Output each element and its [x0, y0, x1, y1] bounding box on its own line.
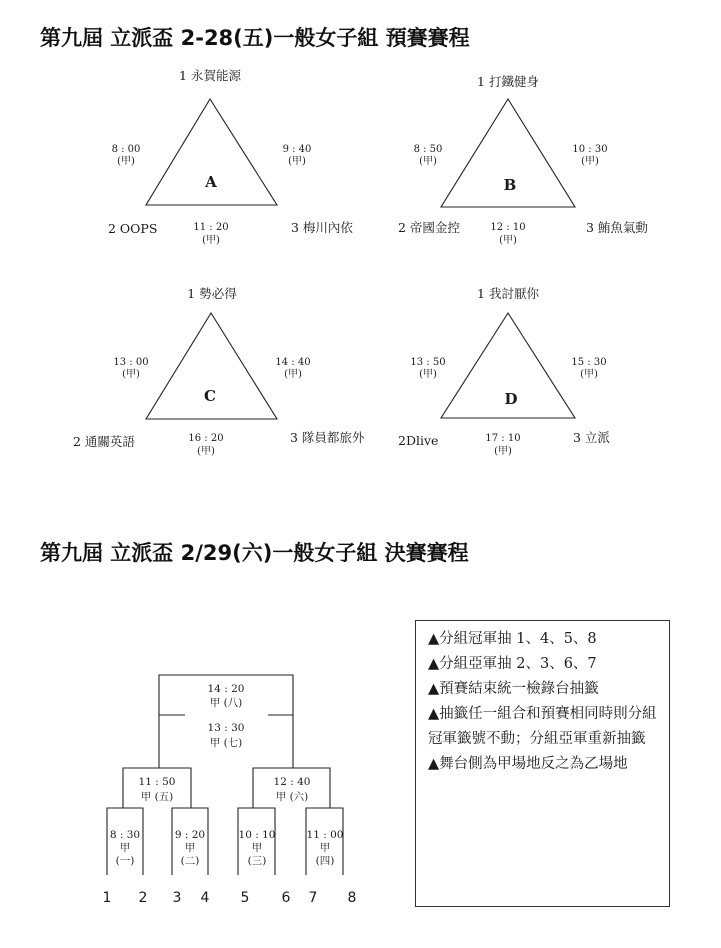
third-time: 13 : 30	[207, 722, 245, 734]
group-a-team-2: 2 OOPS	[108, 221, 158, 236]
group-b-team-2: 2 帝國金控	[398, 220, 460, 235]
group-d-court-bottom: (甲)	[494, 446, 512, 457]
seed-5: 5	[240, 890, 250, 906]
rule-3: ▲預賽結束統一檢錄台抽籤	[428, 681, 599, 697]
qf-2-time: 9 : 20	[174, 829, 206, 841]
qf-4-time: 11 : 00	[306, 829, 344, 841]
seed-4: 4	[200, 890, 210, 906]
group-c-time-bottom: 16 : 20	[188, 433, 224, 444]
group-d-team-3: 3 立派	[573, 430, 610, 445]
sf-1-time: 11 : 50	[138, 776, 176, 788]
group-d-time-right: 15 : 30	[571, 357, 607, 368]
bracket-labels	[110, 683, 344, 867]
group-d-time-bottom: 17 : 10	[485, 433, 521, 444]
sf-2-court: 甲 (六)	[275, 791, 309, 803]
rule-2: ▲分組亞軍抽 2、3、6、7	[428, 656, 597, 672]
sf-2-time: 12 : 40	[273, 776, 311, 788]
group-c-team-1: 1 勢必得	[187, 286, 237, 301]
group-b-court-left: (甲)	[419, 156, 437, 167]
group-d-court-right: (甲)	[580, 369, 598, 380]
group-b-time-right: 10 : 30	[572, 144, 608, 155]
qf-2-court: 甲	[184, 842, 196, 854]
group-b-court-right: (甲)	[581, 156, 599, 167]
sf-1-court: 甲 (五)	[140, 791, 174, 803]
qf-4-court: 甲	[319, 842, 331, 854]
group-c-label: C	[204, 387, 216, 405]
group-d-court-left: (甲)	[419, 369, 437, 380]
group-c-court-right: (甲)	[284, 369, 302, 380]
seed-2: 2	[138, 890, 148, 906]
qf-3-time: 10 : 10	[238, 829, 276, 841]
group-c-court-bottom: (甲)	[197, 446, 215, 457]
group-a-court-left: (甲)	[117, 156, 135, 167]
seed-1: 1	[102, 890, 112, 906]
qf-1-time: 8 : 30	[109, 829, 141, 841]
group-b-label: B	[503, 176, 517, 194]
group-a-time-bottom: 11 : 20	[193, 222, 229, 233]
group-a-court-bottom: (甲)	[202, 235, 220, 246]
group-d-time-left: 13 : 50	[410, 357, 446, 368]
qf-1-court: 甲	[119, 842, 131, 854]
group-d-team-1: 1 我討厭你	[477, 286, 539, 301]
rule-4: ▲抽籤任一組合和預賽相同時則分組冠軍籤號不動；分組亞軍重新抽籤	[428, 706, 657, 747]
group-a-team-3: 3 梅川內依	[291, 220, 353, 235]
group-c-team-3: 3 隊員都旅外	[290, 430, 365, 445]
group-a-label: A	[205, 173, 217, 191]
seed-7: 7	[308, 890, 318, 906]
seed-8: 8	[347, 890, 357, 906]
group-b-time-left: 8 : 50	[413, 144, 443, 155]
group-d-label: D	[504, 390, 518, 408]
group-a	[108, 68, 353, 246]
group-c-court-left: (甲)	[122, 369, 140, 380]
qf-2-num: (二)	[180, 855, 200, 867]
group-b	[398, 74, 648, 246]
rule-5: ▲舞台側為甲場地反之為乙場地	[428, 756, 628, 772]
group-d-team-2: 2Dlive	[398, 433, 439, 448]
qf-3-num: (三)	[247, 855, 267, 867]
group-a-time-right: 9 : 40	[282, 144, 312, 155]
seed-6: 6	[281, 890, 291, 906]
draw-rules-box	[415, 620, 670, 907]
group-b-time-bottom: 12 : 10	[490, 222, 526, 233]
group-a-team-1: 1 永賀能源	[179, 68, 241, 83]
group-d	[398, 286, 610, 457]
final-title: 第九屆 立派盃 2/29(六)一般女子組 決賽賽程	[40, 541, 469, 565]
seed-numbers	[103, 890, 357, 906]
qf-4-num: (四)	[315, 855, 335, 867]
group-b-team-1: 1 打鐵健身	[477, 74, 539, 89]
third-court: 甲 (七)	[209, 737, 243, 749]
group-c-team-2: 2 通關英語	[73, 434, 135, 449]
final-time: 14 : 20	[207, 683, 245, 695]
qf-3-court: 甲	[251, 842, 263, 854]
prelim-title: 第九屆 立派盃 2-28(五)一般女子組 預賽賽程	[40, 26, 470, 50]
group-c-time-right: 14 : 40	[275, 357, 311, 368]
group-b-team-3: 3 鮪魚氣動	[586, 220, 648, 235]
group-a-time-left: 8 : 00	[111, 144, 141, 155]
rule-1: ▲分組冠軍抽 1、4、5、8	[428, 631, 597, 647]
group-a-court-right: (甲)	[288, 156, 306, 167]
group-c-time-left: 13 : 00	[113, 357, 149, 368]
group-c	[73, 286, 365, 457]
group-b-court-bottom: (甲)	[499, 235, 517, 246]
final-court: 甲 (八)	[209, 697, 243, 709]
qf-1-num: (一)	[115, 855, 135, 867]
seed-3: 3	[172, 890, 182, 906]
